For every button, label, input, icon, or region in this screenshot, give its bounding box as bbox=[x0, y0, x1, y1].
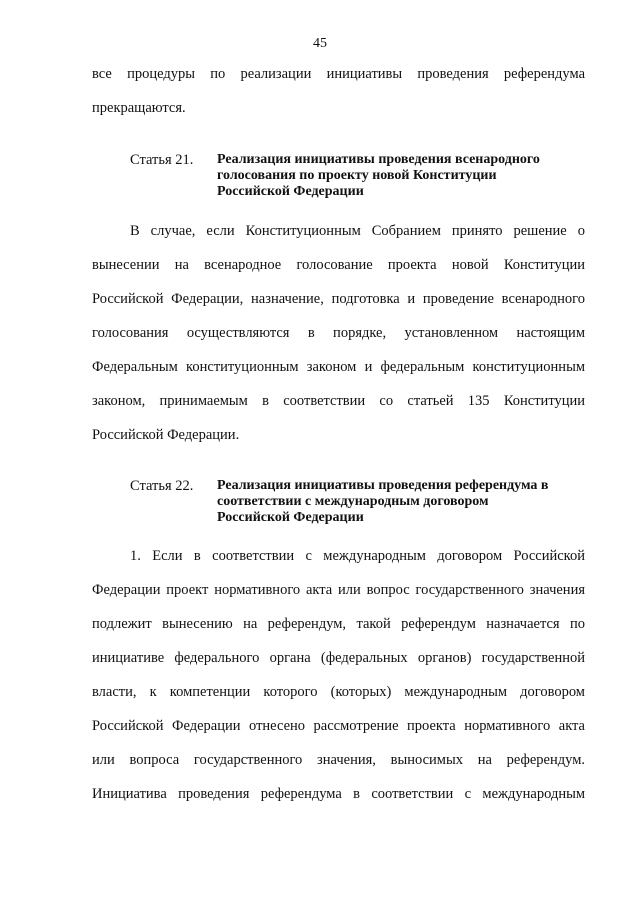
paragraph-line: 1. Если в соответствии с международным договором Российской bbox=[130, 548, 585, 564]
paragraph-line: прекращаются. bbox=[92, 100, 186, 116]
paragraph-line: или вопроса государственного значения, выносимых на референдум. bbox=[92, 752, 585, 768]
paragraph-line: Федеральным конституционным законом и федеральным конституционным bbox=[92, 359, 585, 375]
article-title-line: голосования по проекту новой Конституции bbox=[217, 168, 497, 183]
paragraph-line: все процедуры по реализации инициативы проведения референдума bbox=[92, 66, 585, 82]
article-22-title bbox=[217, 478, 587, 526]
article-21-number: Статья 21. bbox=[130, 152, 194, 168]
article-21-title bbox=[217, 152, 587, 200]
article-22-number: Статья 22. bbox=[130, 478, 194, 494]
paragraph-line: Российской Федерации. bbox=[92, 427, 240, 443]
paragraph-line: Федерации проект нормативного акта или вопрос государственного значения bbox=[92, 582, 585, 598]
page-number: 45 bbox=[313, 36, 327, 51]
paragraph-line: Российской Федерации отнесено рассмотрение проекта нормативного акта bbox=[92, 718, 585, 734]
article-title-line: Российской Федерации bbox=[217, 184, 364, 199]
article-title-line: Реализация инициативы проведения всенародного bbox=[217, 152, 540, 167]
paragraph-line: В случае, если Конституционным Собранием принято решение о bbox=[130, 223, 585, 239]
paragraph-line: вынесении на всенародное голосование проекта новой Конституции bbox=[92, 257, 585, 273]
paragraph-line: голосования осуществляются в порядке, установленном настоящим bbox=[92, 325, 585, 341]
paragraph-line: Инициатива проведения референдума в соответствии с международным bbox=[92, 786, 585, 802]
article-title-line: Реализация инициативы проведения референдума в bbox=[217, 478, 549, 493]
paragraph-line: власти, к компетенции которого (которых) международным договором bbox=[92, 684, 585, 700]
paragraph-line: подлежит вынесению на референдум, такой референдум назначается по bbox=[92, 616, 585, 632]
paragraph-line: Российской Федерации, назначение, подготовка и проведение всенародного bbox=[92, 291, 585, 307]
paragraph-line: законом, принимаемым в соответствии со статьей 135 Конституции bbox=[92, 393, 585, 409]
article-title-line: соответствии с международным договором bbox=[217, 494, 489, 509]
article-title-line: Российской Федерации bbox=[217, 510, 364, 525]
paragraph-line: инициативе федерального органа (федеральных органов) государственной bbox=[92, 650, 585, 666]
